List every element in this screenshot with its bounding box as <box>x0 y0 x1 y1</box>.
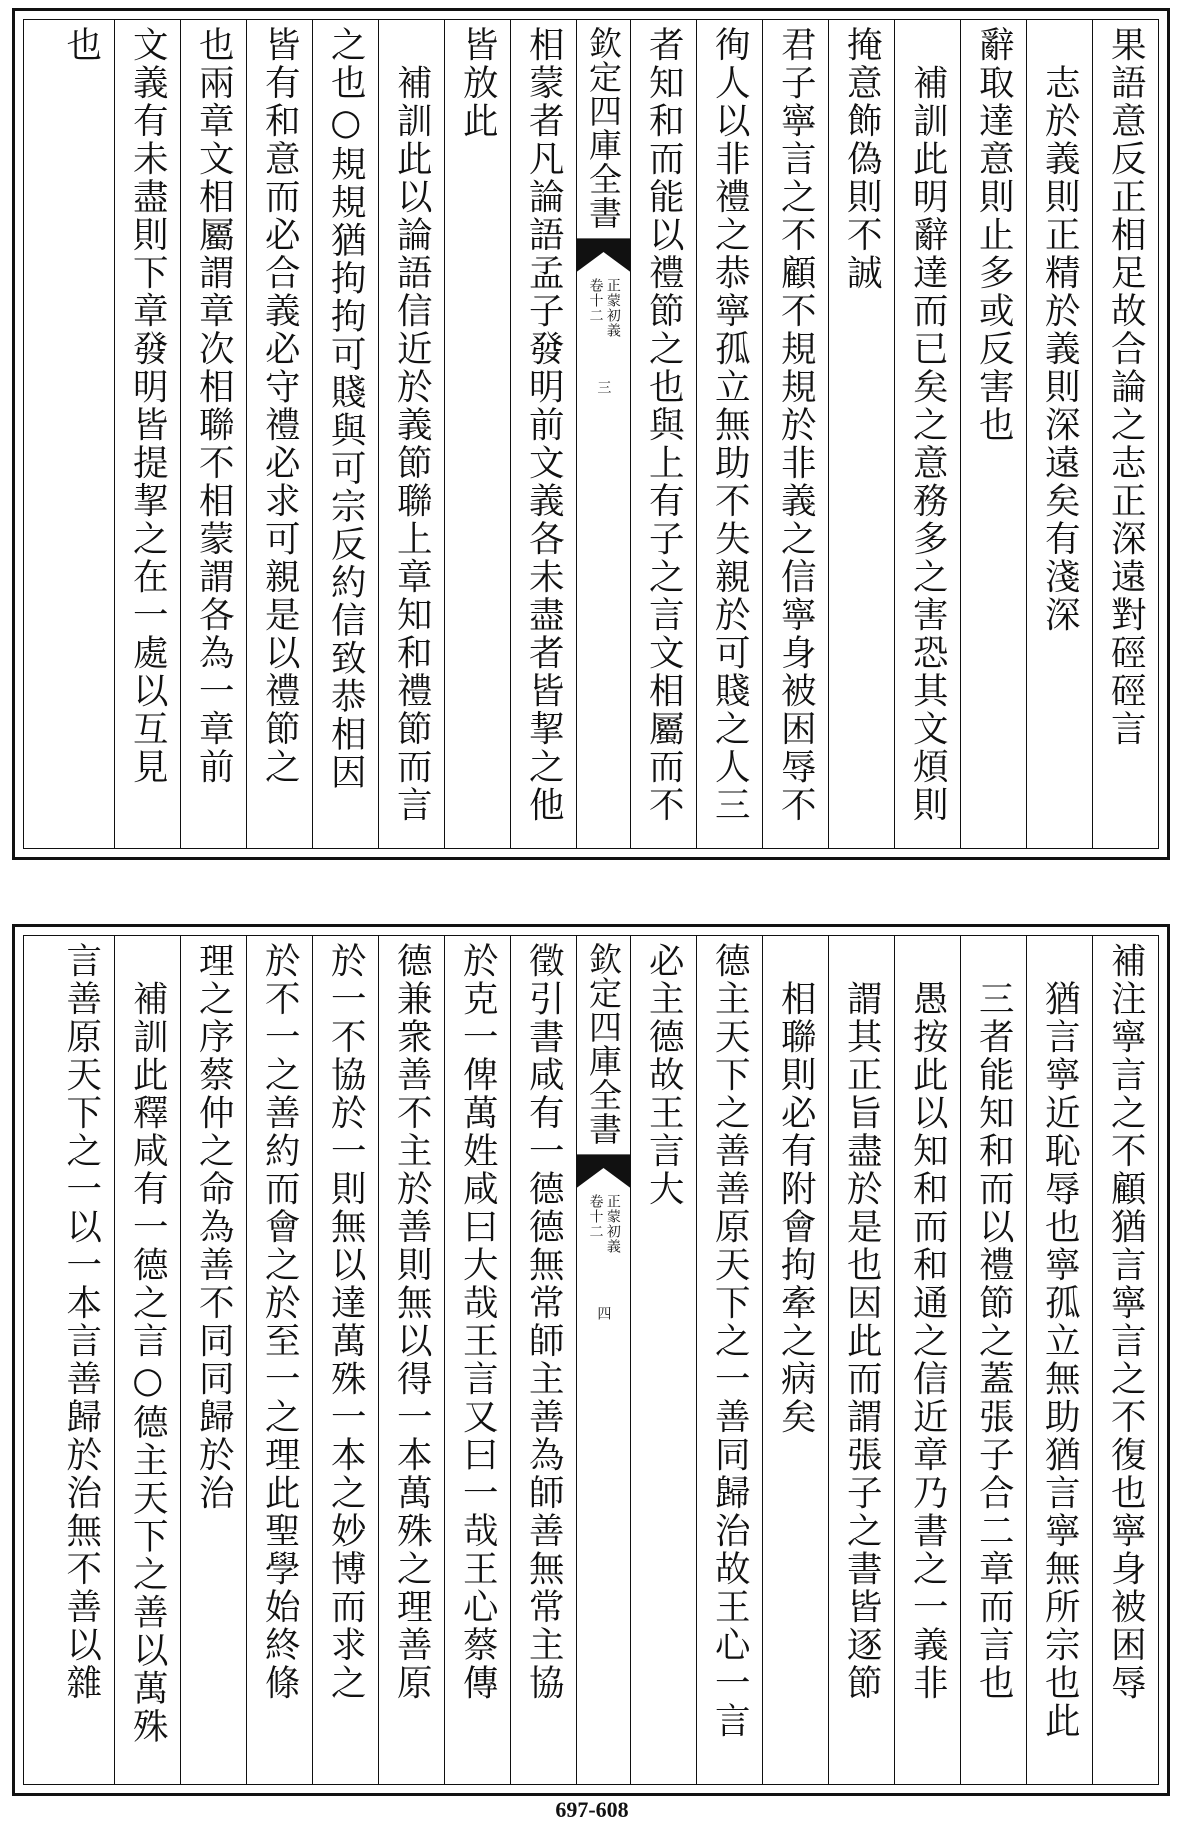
column-text: 果語意反正相足故合論之志正深遠對硜硜言 <box>1105 26 1147 748</box>
text-column <box>762 20 828 848</box>
center-title: 欽定四庫全書 <box>584 26 623 230</box>
center-book-name: 正蒙初義 <box>604 278 621 338</box>
column-text: 之也○規規猶拘拘可賤與可宗反約信致恭相因 <box>325 26 367 792</box>
column-text: 理之序蔡仲之命為善不同同歸於治 <box>193 942 235 1512</box>
center-fold <box>576 20 630 848</box>
text-column <box>48 936 114 1784</box>
text-column <box>510 20 576 848</box>
center-book-info <box>587 278 620 338</box>
text-column <box>444 936 510 1784</box>
text-column <box>1092 20 1158 848</box>
text-column <box>630 20 696 848</box>
column-text: 必主德故王言大 <box>643 942 685 1208</box>
text-column <box>630 936 696 1784</box>
text-column <box>510 936 576 1784</box>
text-column <box>828 20 894 848</box>
column-text: 文義有未盡則下章發明皆提挈之在一處以互見 <box>127 26 169 786</box>
column-text: 於一不協於一則無以達萬殊一本之妙博而求之 <box>325 942 367 1702</box>
column-text: 掩意飾偽則不誠 <box>841 26 883 292</box>
text-column <box>312 20 378 848</box>
text-column <box>894 20 960 848</box>
center-title: 欽定四庫全書 <box>584 942 623 1146</box>
center-fold <box>576 936 630 1784</box>
center-book-info <box>587 1194 620 1254</box>
upper-page <box>12 8 1170 860</box>
text-column <box>1092 936 1158 1784</box>
column-text: 君子寧言之不顧不規規於非義之信寧身被困辱不 <box>775 26 817 824</box>
column-text: 德兼衆善不主於善則無以得一本萬殊之理善原 <box>391 942 433 1702</box>
center-volume: 卷十二 <box>587 1194 604 1239</box>
column-text: 謂其正旨盡於是也因此而謂張子之書皆逐節 <box>841 980 883 1702</box>
column-text: 於不一之善約而會之於至一之理此聖學始終條 <box>259 942 301 1702</box>
text-column <box>894 936 960 1784</box>
column-text: 補注寧言之不顧猶言寧言之不復也寧身被困辱 <box>1105 942 1147 1702</box>
center-page-number: 四 <box>595 1306 612 1321</box>
folio-number: 697-608 <box>555 1797 629 1822</box>
column-text: 補訓此以論語信近於義節聯上章知和禮節而言 <box>391 64 433 824</box>
text-column <box>312 936 378 1784</box>
column-text: 也 <box>60 26 102 64</box>
text-column <box>444 20 510 848</box>
text-column <box>180 20 246 848</box>
text-column <box>378 20 444 848</box>
column-text: 補訓此釋咸有一德之言○德主天下之善以萬殊 <box>127 980 169 1746</box>
text-column <box>48 20 114 848</box>
column-text: 於克一俾萬姓咸曰大哉王言又曰一哉王心蔡傳 <box>457 942 499 1702</box>
text-column <box>696 936 762 1784</box>
column-text: 德主天下之善善原天下之一善同歸治故王心一言 <box>709 942 751 1740</box>
text-column <box>828 936 894 1784</box>
text-column <box>246 20 312 848</box>
column-text: 三者能知和而以禮節之蓋張子合二章而言也 <box>973 980 1015 1702</box>
column-text: 補訓此明辭達而已矣之意務多之害恐其文煩則 <box>907 64 949 824</box>
text-column <box>114 936 180 1784</box>
column-text: 辭取達意則止多或反害也 <box>973 26 1015 444</box>
fishtail-mark-icon <box>577 1154 630 1188</box>
column-text: 愚按此以知和而和通之信近章乃書之一義非 <box>907 980 949 1702</box>
lower-page <box>12 924 1170 1796</box>
column-text: 皆有和意而必合義必守禮必求可親是以禮節之 <box>259 26 301 786</box>
text-column <box>960 20 1026 848</box>
column-text: 也兩章文相屬謂章次相聯不相蒙謂各為一章前 <box>193 26 235 786</box>
column-text: 者知和而能以禮節之也與上有子之言文相屬而不 <box>643 26 685 824</box>
fishtail-mark-icon <box>577 238 630 272</box>
text-column <box>1026 20 1092 848</box>
column-text: 志於義則正精於義則深遠矣有淺深 <box>1039 64 1081 634</box>
text-column <box>960 936 1026 1784</box>
column-text: 猶言寧近恥辱也寧孤立無助猶言寧無所宗也此 <box>1039 980 1081 1740</box>
upper-page-frame <box>23 19 1159 849</box>
column-text: 皆放此 <box>457 26 499 140</box>
column-text: 相聯則必有附會拘牽之病矣 <box>775 980 817 1436</box>
center-page-number: 三 <box>595 380 612 395</box>
text-column <box>696 20 762 848</box>
text-column <box>246 936 312 1784</box>
column-text: 相蒙者凡論語孟子發明前文義各未盡者皆挈之他 <box>523 26 565 824</box>
text-column <box>378 936 444 1784</box>
column-text: 徇人以非禮之恭寧孤立無助不失親於可賤之人三 <box>709 26 751 824</box>
column-text: 徵引書咸有一德德無常師主善為師善無常主協 <box>523 942 565 1702</box>
text-column <box>180 936 246 1784</box>
lower-page-frame <box>23 935 1159 1785</box>
center-book-name: 正蒙初義 <box>604 1194 621 1254</box>
center-volume: 卷十二 <box>587 278 604 323</box>
text-column <box>114 20 180 848</box>
text-column <box>762 936 828 1784</box>
column-text: 言善原天下之一以一本言善歸於治無不善以雜 <box>60 942 102 1702</box>
text-column <box>1026 936 1092 1784</box>
